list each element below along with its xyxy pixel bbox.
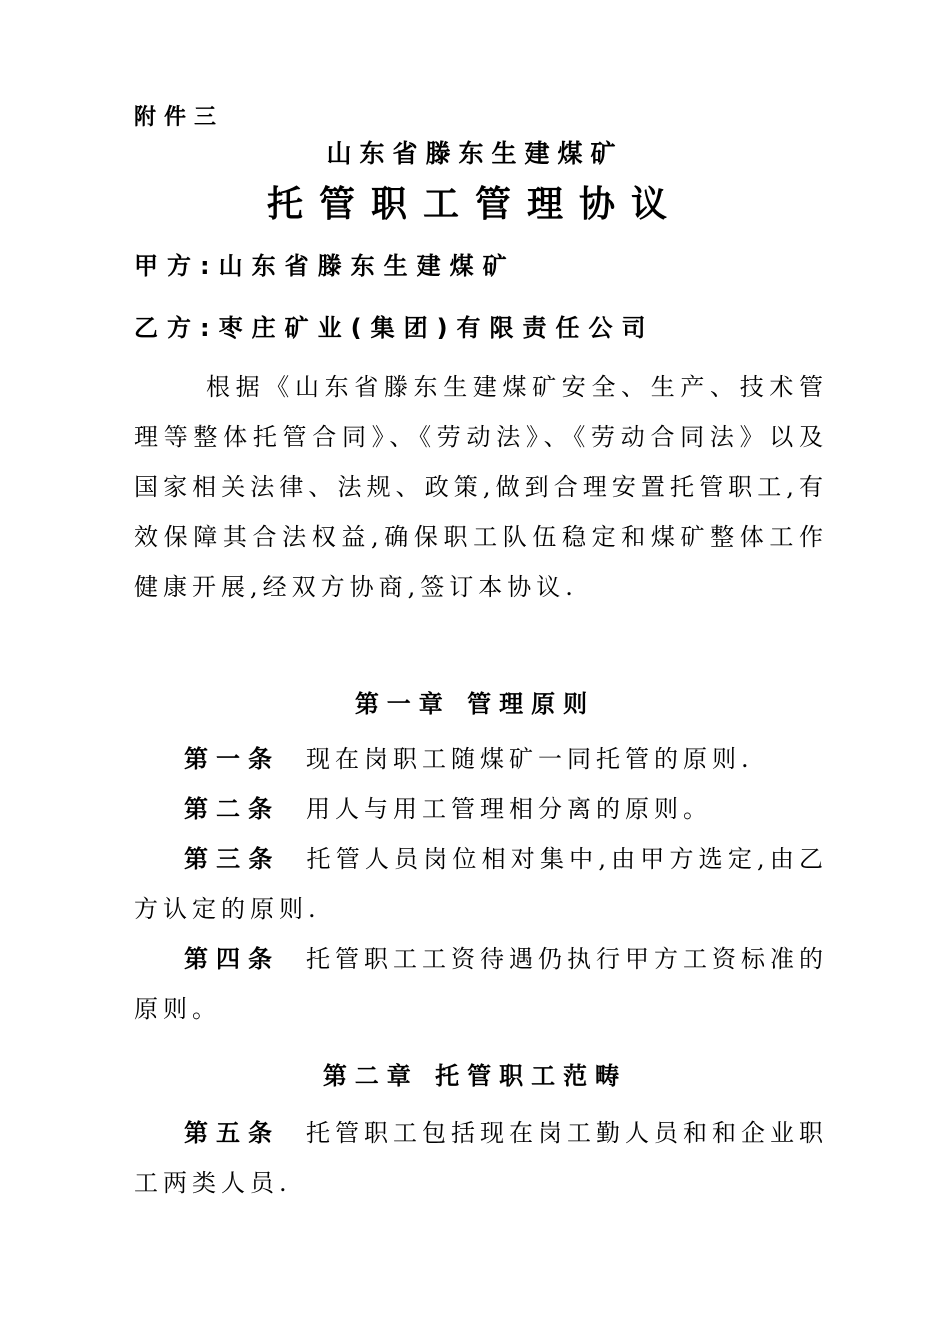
article-label: 第五条: [184, 1119, 280, 1147]
article-text: 用人与用工管理相分离的原则。: [306, 795, 712, 823]
article-label: 第一条: [184, 745, 280, 773]
chapter-heading: 第二章 托管职工范畴: [322, 1062, 628, 1090]
chapter-heading: 第一章 管理原则: [354, 690, 596, 718]
attachment-label: 附件三: [134, 104, 225, 130]
document-title: 托管职工管理协议: [266, 183, 683, 225]
party-a: 甲方:山东省滕东生建煤矿: [134, 252, 516, 280]
article-label: 第四条: [184, 945, 280, 973]
organization-heading: 山东省滕东生建煤矿: [326, 139, 624, 168]
party-b: 乙方:枣庄矿业(集团)有限责任公司: [134, 314, 655, 342]
article-text: 托管职工包括现在岗工勤人员和和企业职工两类人员.: [134, 1119, 828, 1197]
article: [134, 934, 828, 1034]
article: [134, 784, 828, 834]
article-label: 第三条: [184, 845, 281, 873]
article-label: 第二条: [184, 795, 280, 823]
article: [134, 1108, 828, 1208]
article-text: 托管人员岗位相对集中,由甲方选定,由乙方认定的原则.: [134, 845, 829, 923]
article: [134, 734, 828, 784]
intro-paragraph: 根据《山东省滕东生建煤矿安全、生产、技术管理等整体托管合同》、《劳动法》、《劳动合同法》以及国家相关法律、法规、政策,做到合理安置托管职工,有效保障其合法权益,确保职工队伍稳定和煤矿整体工作健康开展,经双方协商,签订本协议.: [134, 373, 828, 601]
article: [134, 834, 828, 934]
article-text: 托管职工工资待遇仍执行甲方工资标准的原则。: [134, 945, 828, 1023]
article-text: 现在岗职工随煤矿一同托管的原则.: [306, 745, 754, 773]
